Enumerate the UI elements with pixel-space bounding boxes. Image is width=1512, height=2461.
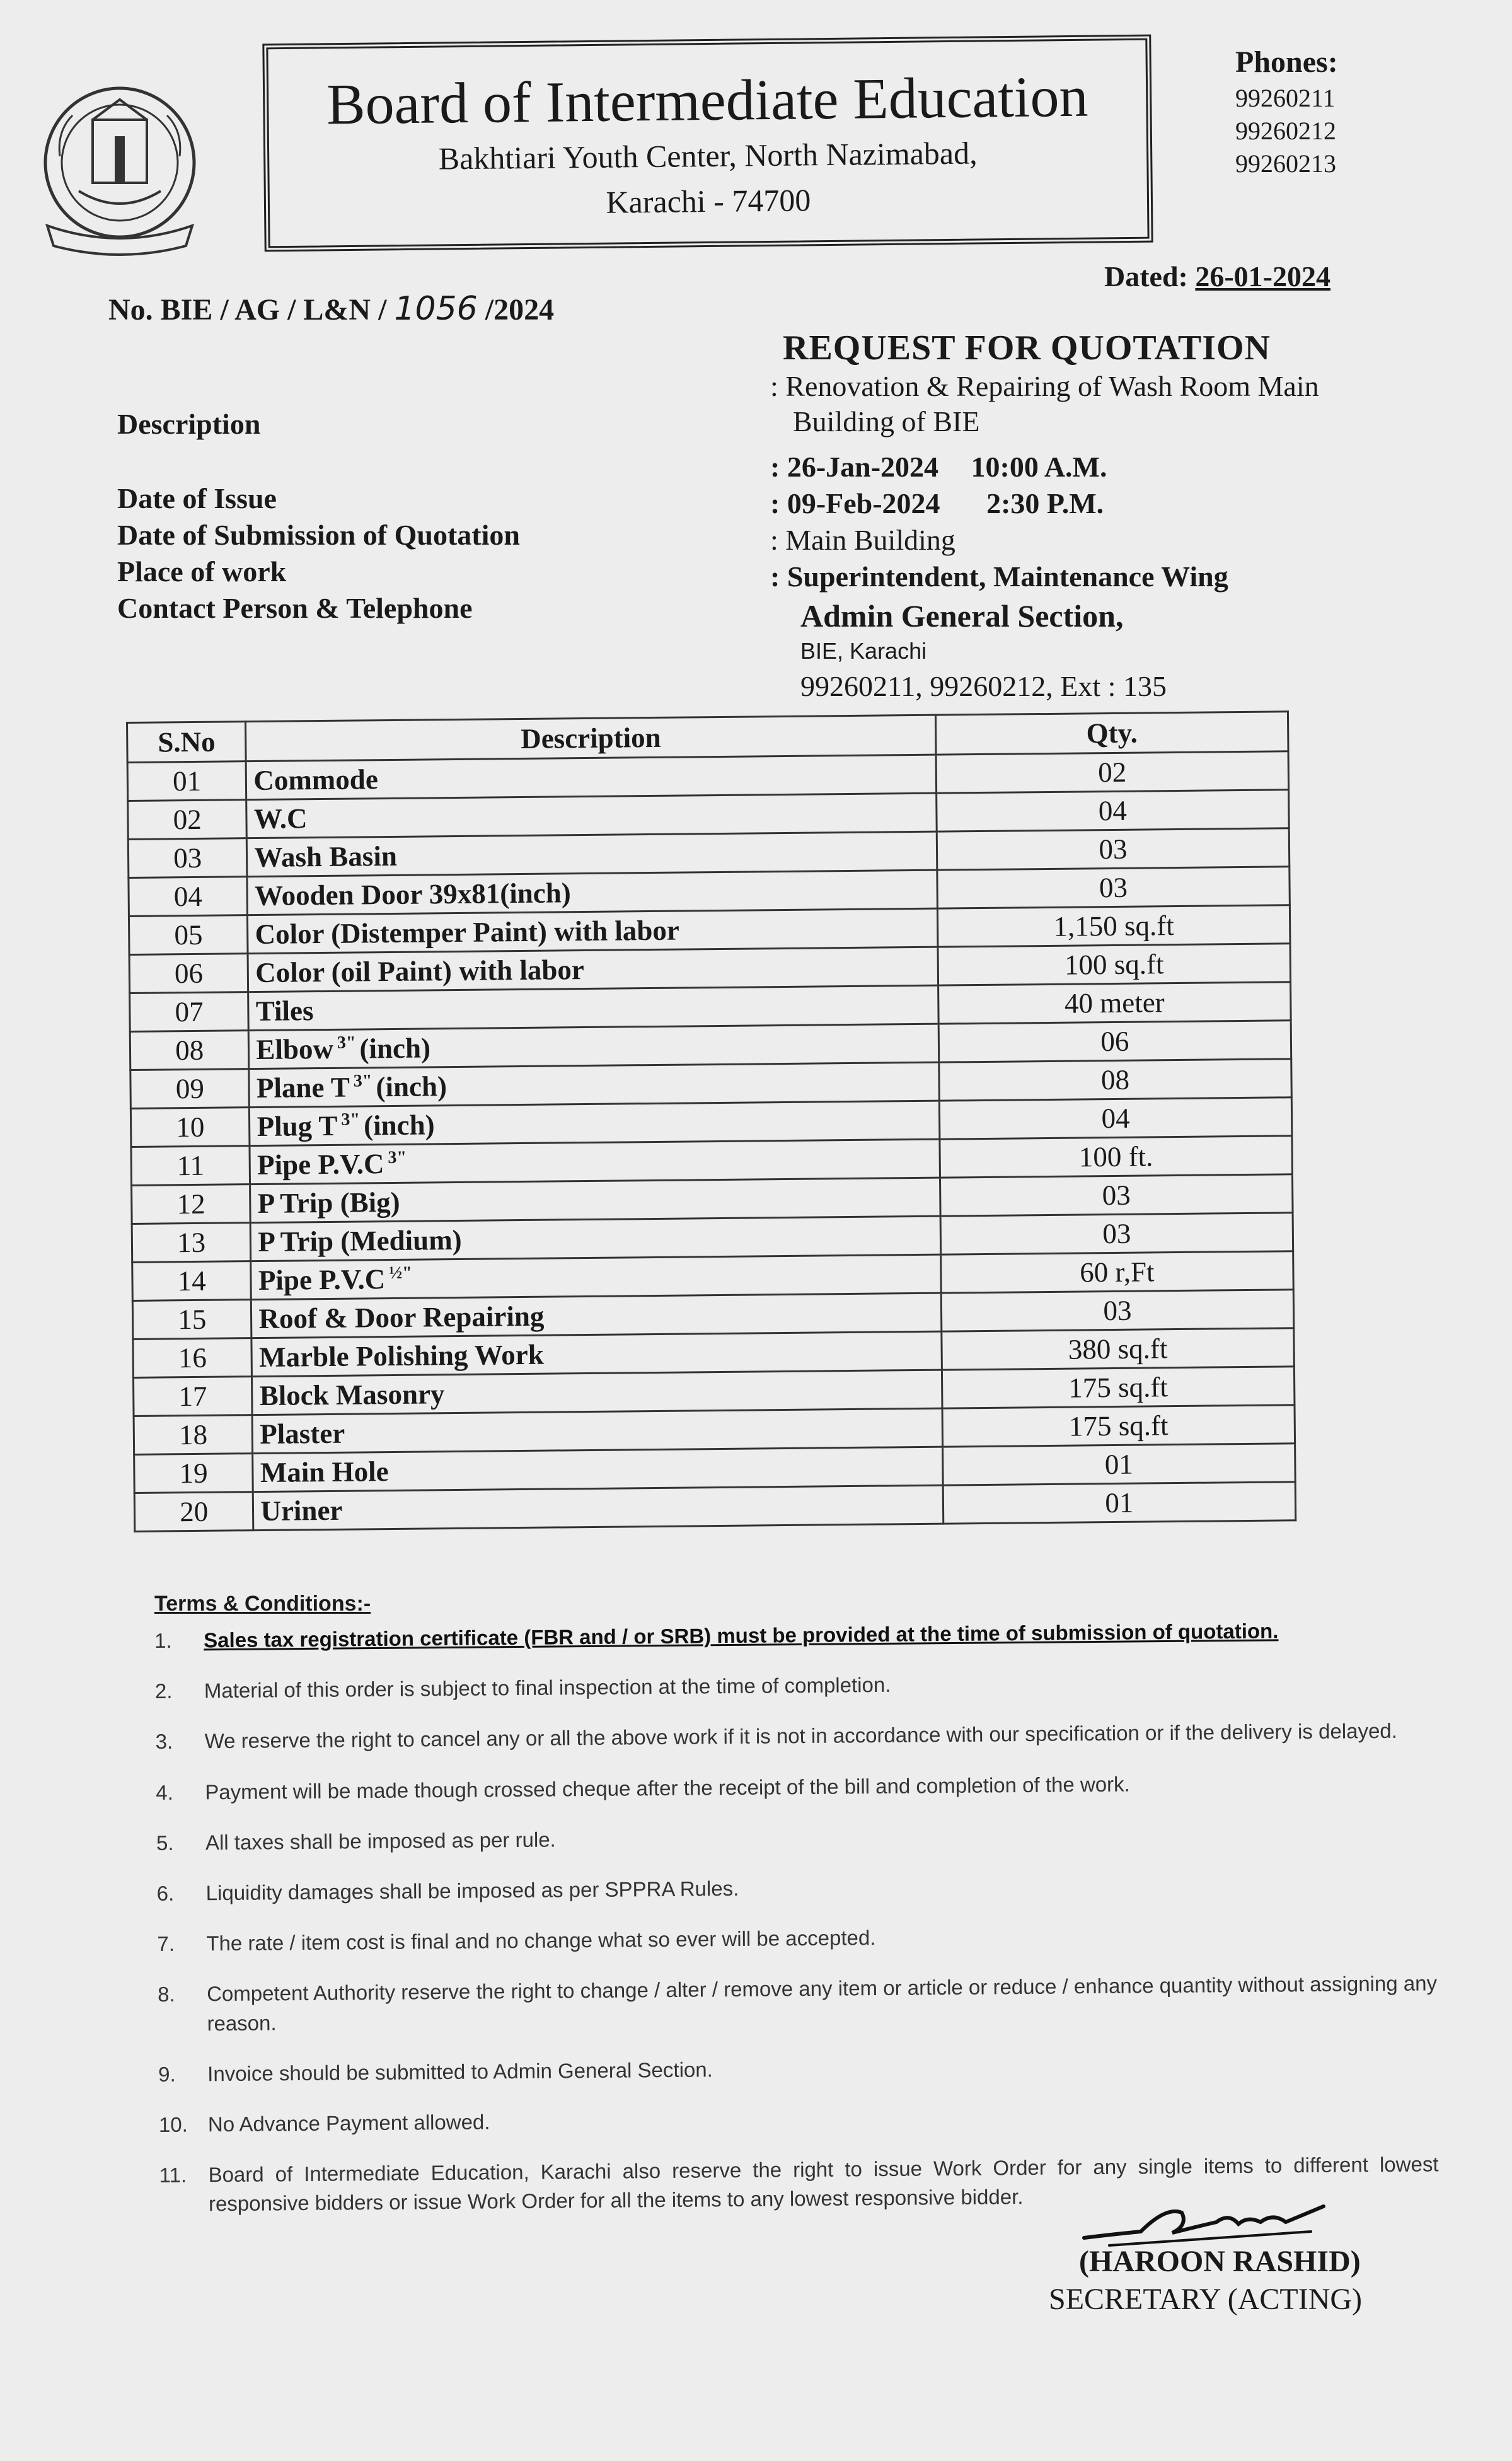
description-text: Color (oil Paint) with labor [255, 954, 585, 989]
description-text: W.C [253, 802, 308, 835]
description-text: Plane T [256, 1071, 350, 1104]
term-item [158, 1969, 1438, 2039]
cell-sno: 15 [132, 1300, 251, 1340]
cell-sno: 07 [130, 992, 249, 1032]
label-date-of-submission: Date of Submission of Quotation [117, 519, 520, 551]
bie-seal-logo [35, 81, 205, 263]
phones-block [1235, 43, 1338, 180]
cell-sno: 14 [132, 1261, 251, 1301]
size-superscript: 3" [337, 1033, 356, 1053]
cell-qty: 01 [942, 1444, 1295, 1485]
rfq-title: REQUEST FOR QUOTATION [783, 328, 1271, 368]
term-number: 4. [156, 1780, 173, 1804]
label-description: Description [117, 408, 261, 440]
value-date-of-submission [770, 487, 1104, 520]
term-text: All taxes shall be imposed as per rule. [205, 1827, 556, 1855]
term-item [156, 1817, 1436, 1858]
cell-description [252, 1370, 942, 1415]
size-superscript: 3" [353, 1071, 372, 1091]
cell-qty: 03 [940, 1213, 1293, 1254]
term-number: 1. [154, 1628, 172, 1652]
address-line-1: Bakhtiari Youth Center, North Nazimabad, [438, 135, 978, 177]
term-number: 9. [158, 2062, 176, 2086]
cell-description [251, 1254, 941, 1300]
dated-value: 26-01-2024 [1195, 260, 1330, 292]
term-item [154, 1615, 1434, 1655]
cell-qty: 100 ft. [940, 1136, 1293, 1178]
cell-sno: 02 [128, 800, 247, 840]
cell-sno: 03 [128, 838, 247, 878]
cell-qty: 03 [937, 828, 1290, 870]
size-superscript: 3" [388, 1147, 407, 1168]
description-text: Plug T [257, 1109, 338, 1143]
description-text: Marble Polishing Work [258, 1338, 545, 1374]
term-text: Invoice should be submitted to Admin General Section. [207, 2057, 713, 2085]
unit-text: (inch) [363, 1109, 435, 1142]
term-number: 11. [159, 2163, 187, 2187]
term-item [158, 2049, 1438, 2089]
term-text: Sales tax registration certificate (FBR and / or SRB) must be provided at the time of submission of quotation. [204, 1619, 1279, 1652]
cell-description [251, 1216, 941, 1261]
cell-description [246, 793, 937, 838]
cell-sno: 05 [129, 915, 248, 955]
cell-description [251, 1293, 942, 1338]
cell-description [250, 1101, 940, 1146]
term-item [157, 1918, 1436, 1959]
cell-sno: 10 [130, 1108, 250, 1147]
cell-description [248, 947, 938, 992]
term-item [159, 2099, 1438, 2140]
cell-sno: 13 [132, 1223, 251, 1263]
cell-qty: 03 [937, 867, 1290, 908]
cell-qty: 1,150 sq.ft [937, 905, 1290, 947]
label-place-of-work: Place of work [117, 555, 287, 588]
cell-description [250, 1139, 940, 1184]
term-text: Board of Intermediate Education, Karachi also reserve the right to issue Work Order for any single items to different lowest responsive bidders or issue Work Order for all the items to any lowest responsive bidder. [208, 2152, 1439, 2216]
header-description: Description [246, 715, 936, 761]
cell-description [247, 870, 937, 915]
term-number: 5. [156, 1831, 174, 1855]
term-item [155, 1717, 1434, 1757]
description-text: Block Masonry [259, 1378, 445, 1412]
value-description-1: : Renovation & Repairing of Wash Room Main [770, 370, 1319, 402]
term-number: 2. [154, 1679, 173, 1703]
terms-list [154, 1615, 1439, 2240]
reference-handwritten: 1056 [394, 290, 478, 328]
header-qty: Qty. [935, 712, 1288, 755]
dated-label: Dated: [1104, 260, 1188, 292]
description-text: Plaster [260, 1417, 345, 1451]
description-text: Roof & Door Repairing [258, 1300, 545, 1335]
cell-sno: 11 [131, 1146, 250, 1186]
value-contact-phone: 99260211, 99260212, Ext : 135 [800, 670, 1167, 702]
term-text: No Advance Payment allowed. [207, 2110, 490, 2136]
description-text: Pipe P.V.C [257, 1148, 384, 1181]
value-description-2: Building of BIE [793, 405, 980, 437]
issue-date: : 26-Jan-2024 [770, 451, 939, 483]
cell-sno: 17 [133, 1377, 252, 1416]
phone-number: 99260213 [1235, 149, 1336, 178]
cell-sno: 18 [134, 1415, 253, 1455]
description-text: Elbow [256, 1033, 334, 1066]
description-text: Tiles [255, 995, 314, 1028]
cell-qty: 03 [941, 1290, 1294, 1331]
size-superscript: ½" [388, 1263, 412, 1283]
description-text: Uriner [260, 1494, 343, 1527]
label-date-of-issue: Date of Issue [117, 482, 277, 514]
submission-date: : 09-Feb-2024 [770, 487, 940, 519]
description-text: Wooden Door 39x81(inch) [254, 877, 571, 912]
phone-number: 99260212 [1235, 117, 1336, 146]
cell-qty: 100 sq.ft [938, 944, 1291, 985]
cell-qty: 175 sq.ft [942, 1405, 1295, 1447]
description-text: Color (Distemper Paint) with labor [255, 914, 680, 951]
cell-sno: 04 [129, 877, 248, 917]
unit-text: (inch) [359, 1032, 431, 1065]
signatory-name: (HAROON RASHID) [1079, 2245, 1361, 2278]
unit-text: (inch) [376, 1070, 447, 1103]
value-contact-3: BIE, Karachi [800, 638, 927, 664]
description-text: Wash Basin [254, 840, 398, 874]
cell-sno: 12 [132, 1184, 251, 1224]
signatory-title: SECRETARY (ACTING) [1049, 2283, 1363, 2316]
cell-sno: 01 [127, 761, 246, 801]
term-number: 10. [158, 2112, 188, 2136]
cell-description [250, 1178, 940, 1223]
term-item [155, 1665, 1434, 1706]
reference-prefix: No. BIE / AG / L&N / [108, 293, 387, 327]
cell-description [248, 908, 938, 954]
term-number: 7. [157, 1931, 175, 1956]
phones-title: Phones: [1235, 45, 1338, 79]
cell-description [246, 755, 937, 800]
address-line-2: Karachi - 74700 [606, 182, 811, 220]
term-number: 3. [155, 1730, 173, 1754]
cell-description [252, 1408, 942, 1454]
issue-time: 10:00 A.M. [971, 451, 1107, 483]
cell-qty: 03 [940, 1174, 1293, 1216]
items-table [126, 710, 1296, 1532]
term-text: Liquidity damages shall be imposed as per SPPRA Rules. [205, 1876, 739, 1905]
cell-sno: 19 [134, 1454, 253, 1493]
label-contact: Contact Person & Telephone [117, 592, 473, 624]
cell-description [248, 985, 938, 1031]
description-text: Pipe P.V.C [258, 1263, 386, 1297]
term-text: The rate / item cost is final and no change what so ever will be accepted. [206, 1926, 876, 1955]
cell-qty: 06 [938, 1021, 1291, 1062]
cell-qty: 04 [937, 790, 1290, 831]
description-text: P Trip (Medium) [258, 1224, 462, 1258]
cell-qty: 40 meter [938, 982, 1291, 1024]
description-text: P Trip (Big) [257, 1186, 400, 1220]
cell-description [249, 1062, 939, 1108]
cell-description [247, 831, 937, 877]
cell-sno: 08 [130, 1031, 249, 1070]
term-item [156, 1868, 1436, 1908]
term-text: We reserve the right to cancel any or all the above work if it is not in accordance with our specification or if the delivery is delayed. [204, 1719, 1398, 1753]
cell-qty: 04 [939, 1097, 1292, 1139]
cell-sno: 06 [129, 954, 248, 993]
value-contact-1: : Superintendent, Maintenance Wing [770, 560, 1228, 593]
letterhead-box [262, 35, 1153, 252]
reference-number [108, 290, 554, 328]
value-date-of-issue [770, 450, 1107, 484]
terms-title: Terms & Conditions:- [154, 1592, 371, 1616]
value-place-of-work: : Main Building [770, 524, 955, 556]
cell-qty: 02 [936, 751, 1289, 793]
reference-suffix: /2024 [485, 293, 555, 327]
cell-sno: 09 [130, 1069, 250, 1109]
cell-description [249, 1024, 939, 1069]
cell-qty: 380 sq.ft [942, 1328, 1295, 1370]
description-text: Commode [253, 763, 379, 797]
organization-name: Board of Intermediate Education [326, 64, 1088, 137]
cell-qty: 175 sq.ft [942, 1367, 1295, 1408]
cell-description [253, 1485, 944, 1531]
phone-number: 99260211 [1235, 84, 1336, 113]
cell-qty: 01 [943, 1482, 1296, 1524]
header-sno: S.No [127, 722, 246, 763]
cell-description [253, 1447, 943, 1492]
cell-sno: 20 [134, 1492, 253, 1532]
cell-qty: 08 [939, 1059, 1292, 1101]
term-number: 6. [156, 1881, 175, 1905]
submission-time: 2:30 P.M. [986, 487, 1104, 519]
size-superscript: 3" [341, 1109, 361, 1130]
cell-sno: 16 [133, 1338, 252, 1378]
term-text: Material of this order is subject to final inspection at the time of completion. [204, 1672, 891, 1703]
term-text: Payment will be made though crossed cheque after the receipt of the bill and completion of the work. [205, 1772, 1130, 1804]
cell-qty: 60 r,Ft [941, 1251, 1294, 1293]
term-item [156, 1767, 1435, 1807]
cell-description [251, 1331, 942, 1377]
description-text: Main Hole [260, 1456, 389, 1489]
term-text: Competent Authority reserve the right to change / alter / remove any item or article or reduce / enhance quantity without assigning any reason. [206, 1971, 1438, 2035]
dated [1104, 260, 1330, 293]
value-contact-2: Admin General Section, [800, 598, 1124, 634]
term-number: 8. [157, 1983, 175, 2006]
